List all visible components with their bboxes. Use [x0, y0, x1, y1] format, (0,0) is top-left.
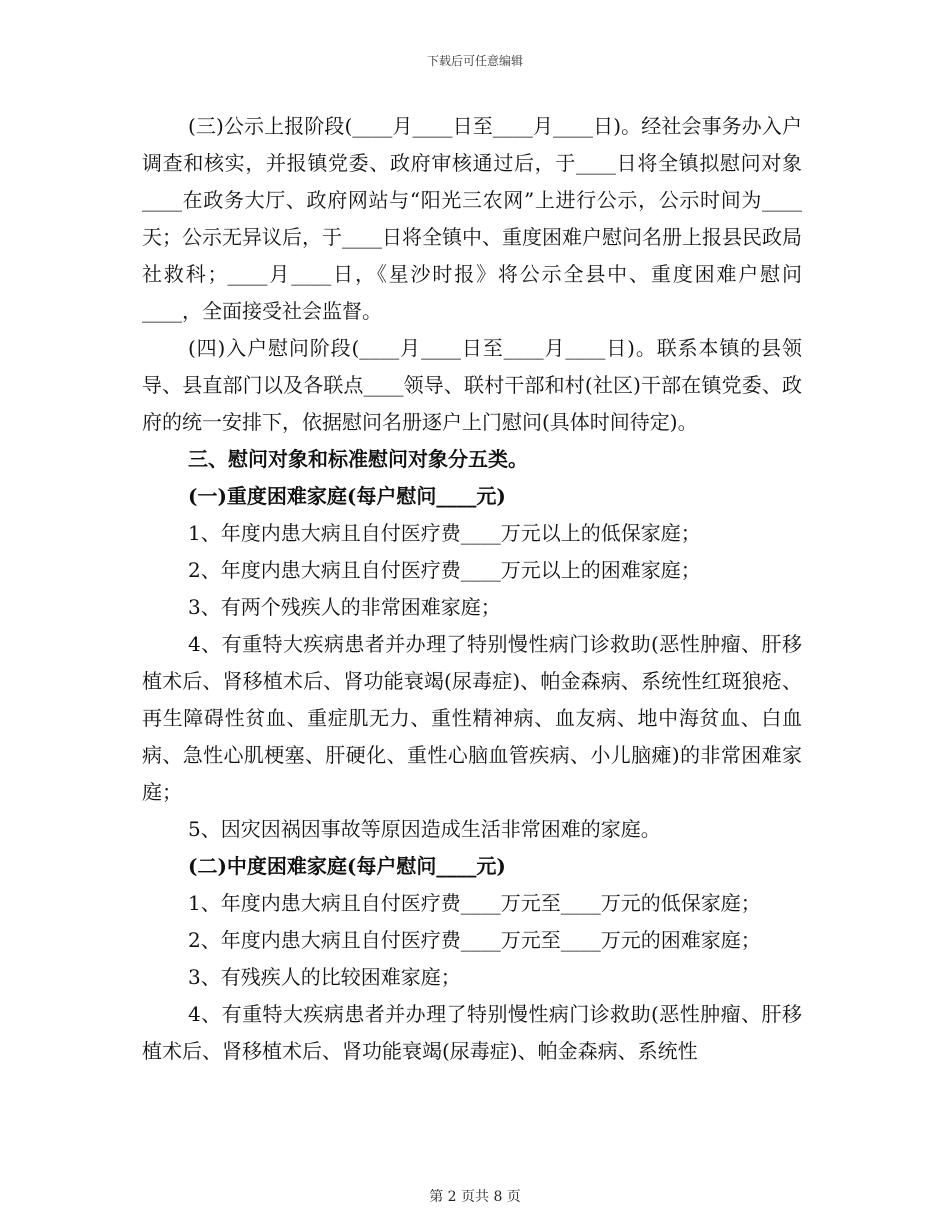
list-item: 3、有残疾人的比较困难家庭；	[188, 965, 461, 989]
section-heading-targets: 三、慰问对象和标准慰问对象分五类。	[188, 447, 528, 471]
paragraph-visit-stage: (四)入户慰问阶段(____月____日至____月____日)。联系本镇的县领导、县直部门以及各联点____领导、联村干部和村(社区)干部在镇党委、政府的统一安排下，依据慰问名册逐户上门慰问(具体时间待定)。	[142, 336, 802, 434]
list-item: 2、年度内患大病且自付医疗费____万元至____万元的困难家庭；	[188, 928, 761, 952]
list-item: 5、因灾因祸因事故等原因造成生活非常困难的家庭。	[188, 817, 661, 841]
page-header: 下载后可任意编辑	[426, 54, 523, 68]
subheading-moderate-hardship: (二)中度困难家庭(每户慰问____元)	[188, 854, 506, 878]
list-item: 3、有两个残疾人的非常困难家庭；	[188, 595, 501, 619]
document-body	[142, 108, 802, 1070]
subheading-severe-hardship: (一)重度困难家庭(每户慰问____元)	[188, 484, 506, 508]
list-item: 1、年度内患大病且自付医疗费____万元以上的低保家庭；	[188, 521, 701, 545]
list-item: 4、有重特大疾病患者并办理了特别慢性病门诊救助(恶性肿瘤、肝移植术后、肾移植术后、肾功能衰竭(尿毒症)、帕金森病、系统性	[142, 1002, 802, 1063]
list-item: 1、年度内患大病且自付医疗费____万元至____万元的低保家庭；	[188, 891, 761, 915]
list-item: 4、有重特大疾病患者并办理了特别慢性病门诊救助(恶性肿瘤、肝移植术后、肾移植术后、肾功能衰竭(尿毒症)、帕金森病、系统性红斑狼疮、再生障碍性贫血、重症肌无力、重性精神病、血友病、地中海贫血、白血病、急性心肌梗塞、肝硬化、重性心脑血管疾病、小儿脑瘫)的非常困难家庭；	[142, 632, 802, 804]
page-footer: 第 2 页共 8 页	[429, 1189, 521, 1205]
list-item: 2、年度内患大病且自付医疗费____万元以上的困难家庭；	[188, 558, 701, 582]
paragraph-publicity-stage: (三)公示上报阶段(____月____日至____月____日)。经社会事务办入户调查和核实，并报镇党委、政府审核通过后，于____日将全镇拟慰问对象____在政务大厅、政府网站与“阳光三农网”上进行公示，公示时间为____天；公示无异议后，于____日将全镇中、重度困难户慰问名册上报县民政局社救科；____月____日，《星沙时报》将公示全县中、重度困难户慰问____，全面接受社会监督。	[142, 114, 802, 323]
